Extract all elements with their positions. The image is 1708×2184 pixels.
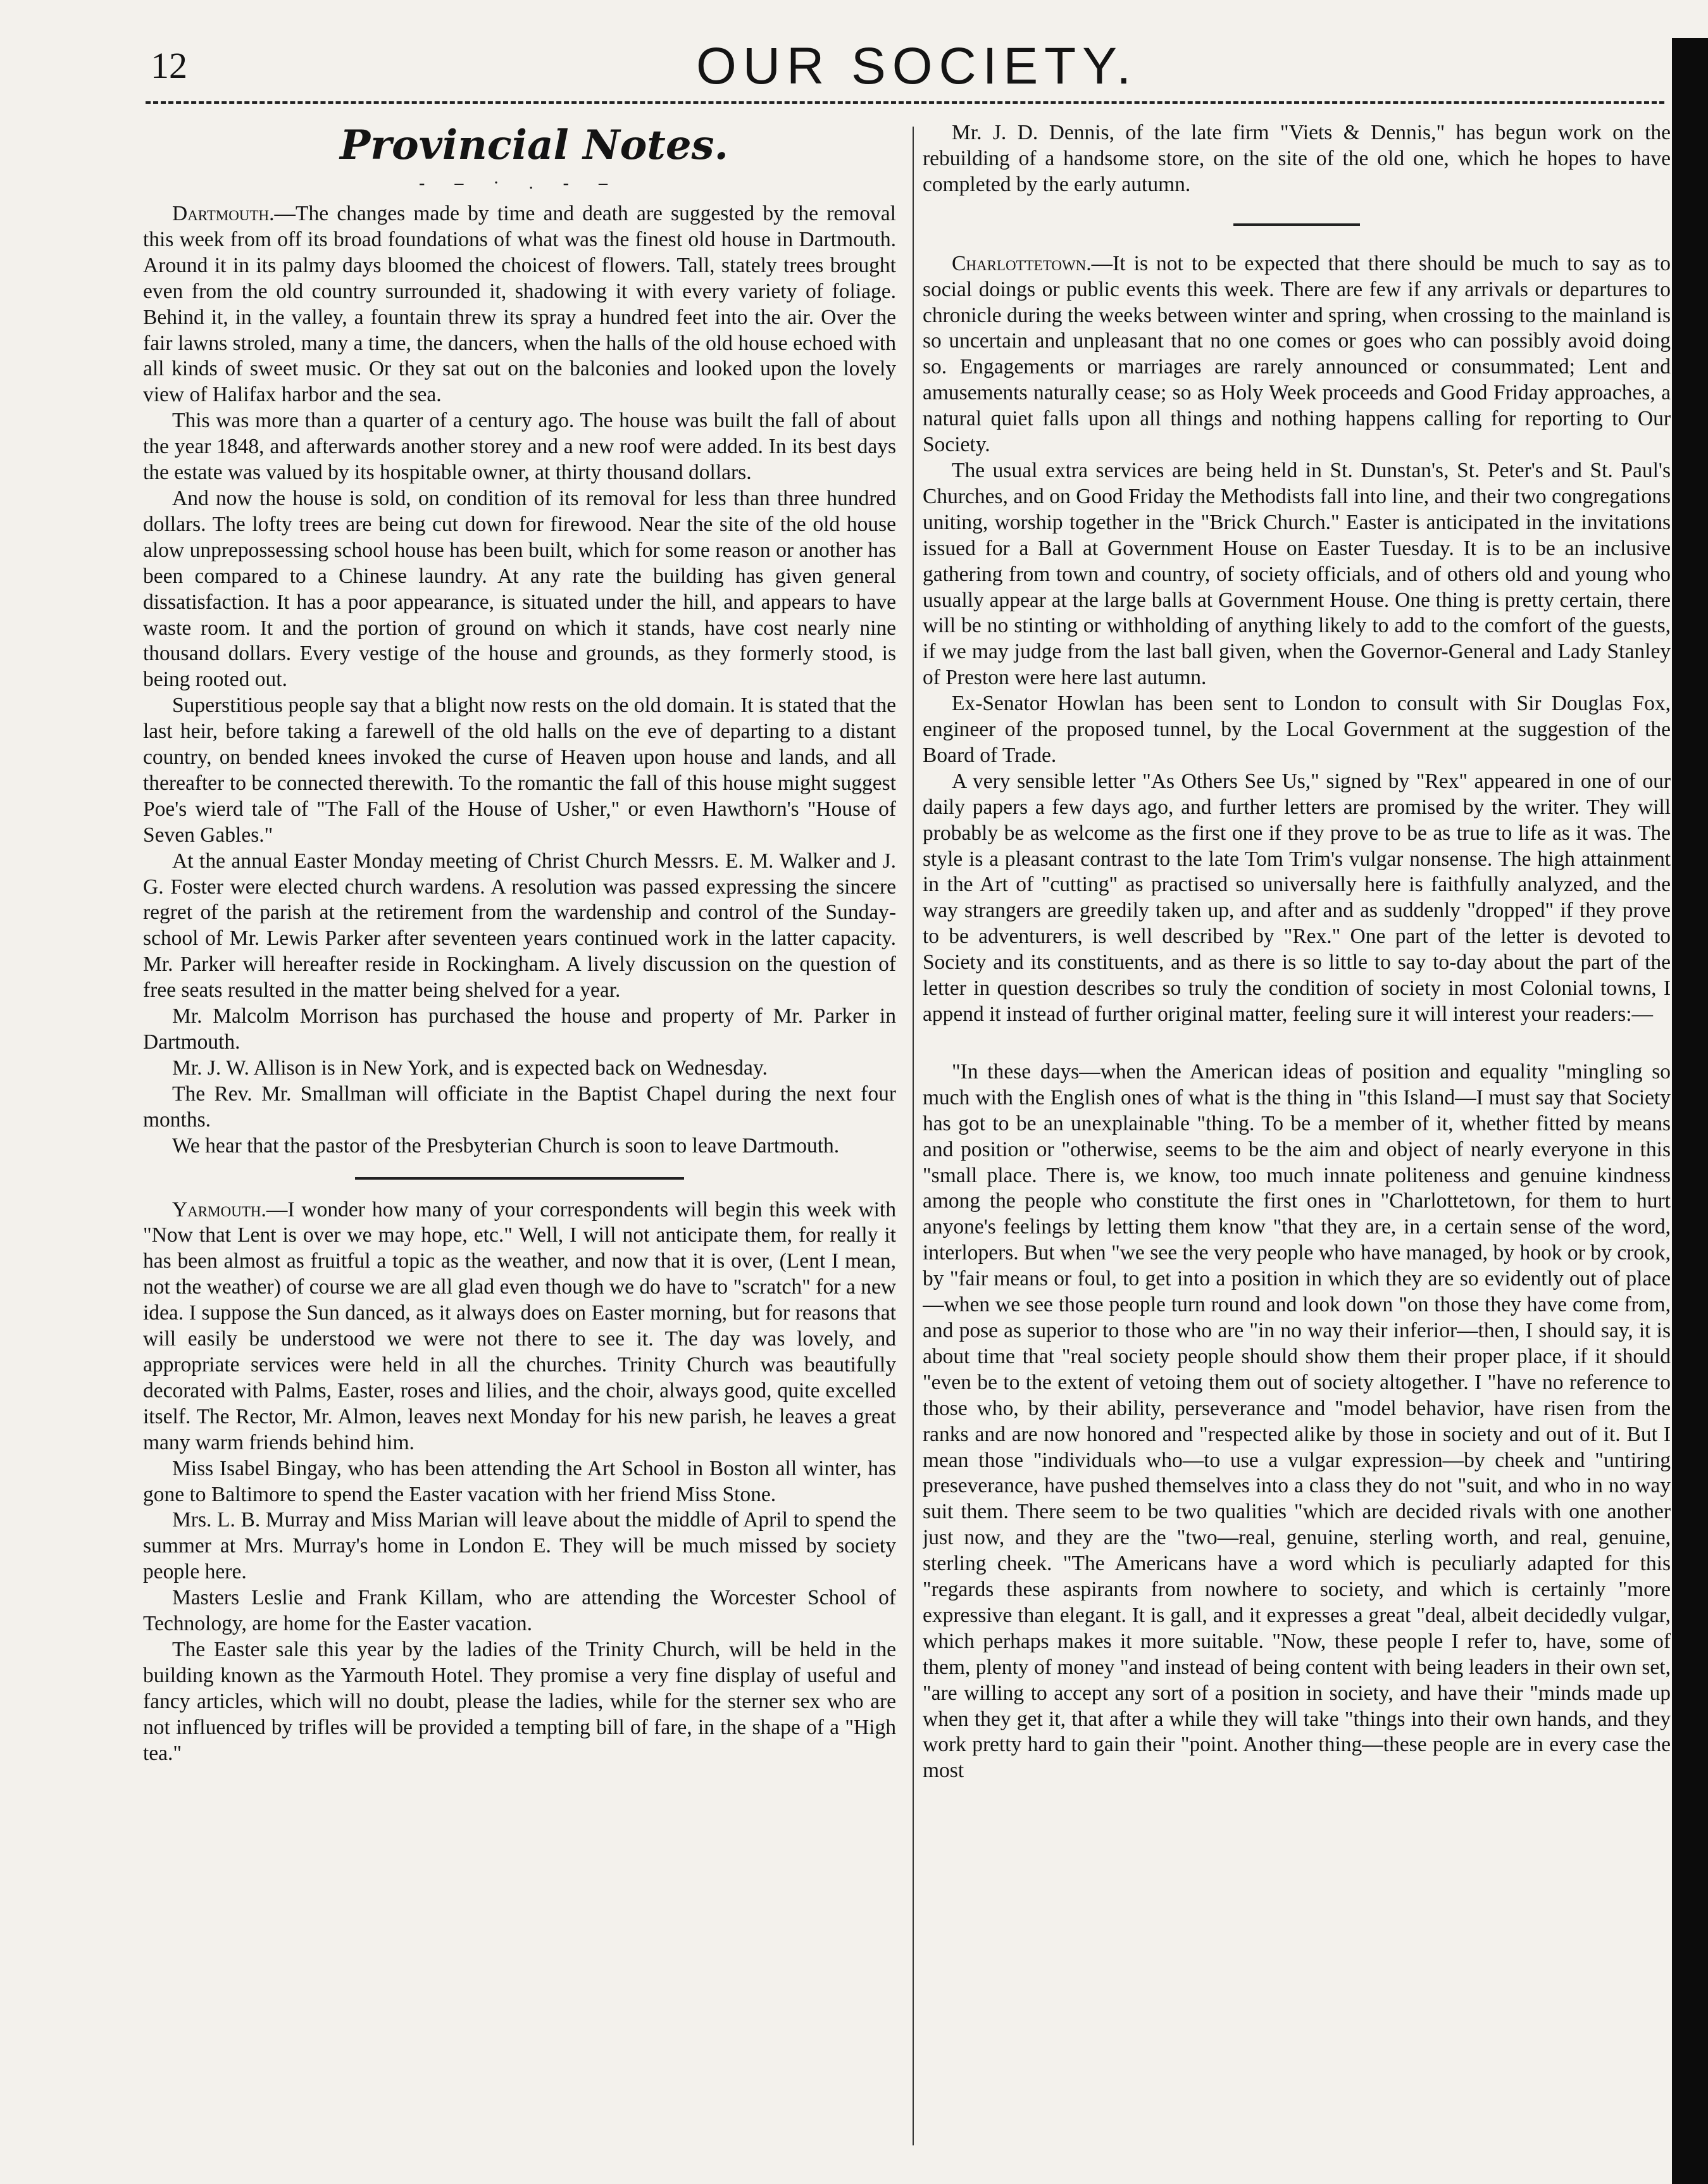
dartmouth-paragraph-7: Mr. J. W. Allison is in New York, and is expected back on Wednesday.	[172, 1056, 768, 1080]
yarmouth-paragraph-1	[143, 1197, 896, 1456]
heading-ornament: - – · . - –	[419, 173, 620, 193]
column-divider	[913, 127, 914, 2145]
yarmouth-lead: Yarmouth.	[172, 1197, 266, 1221]
dartmouth-paragraph-6: Mr. Malcolm Morrison has purchased the house and property of Mr. Parker in Dartmouth.	[143, 1004, 896, 1054]
dartmouth-paragraph-8: The Rev. Mr. Smallman will officiate in the Baptist Chapel during the next four months.	[143, 1082, 896, 1132]
charlottetown-paragraph-2: The usual extra services are being held in St. Dunstan's, St. Peter's and St. Paul's Churches, and on Good Friday the Methodists fall into line, and their two congregations uniting, worship together in the "Brick Church." Easter is anticipated in the invitations issued for a Ball at Government House on Easter Tuesday. It is to be an inclusive gathering from town and country, of society officials, and of others old and young who usually appear at the large balls at Government House. One thing is pretty certain, there will be no stinting or withholding of anything likely to add to the comfort of the guests, if we may judge from the last ball given, when the Governor-General and Lady Stanley of Preston were here last autumn.	[923, 458, 1671, 690]
dartmouth-paragraph-9: We hear that the pastor of the Presbyterian Church is soon to leave Dartmouth.	[172, 1133, 840, 1158]
right-column	[923, 120, 1671, 2158]
scan-edge	[1672, 38, 1708, 2184]
section-separator	[355, 1177, 684, 1180]
dennis-paragraph: Mr. J. D. Dennis, of the late firm "Viets & Dennis," has begun work on the rebuilding of a handsome store, on the site of the old one, which he hopes to have completed by the early autumn.	[923, 121, 1671, 196]
dartmouth-paragraph-3: And now the house is sold, on condition of its removal for less than three hundred dollars. The lofty trees are being cut down for firewood. Near the site of the old house alow unprepossessing school house has been built, which for some reason or another has been compared to a Chinese laundry. At any rate the building has given general dissatisfaction. It has a poor appearance, is situated under the hill, and appears to have waste room. It and the portion of ground on which it stands, have cost nearly nine thousand dollars. Every vestige of the house and grounds, as they formerly stood, is being rooted out.	[143, 486, 896, 692]
yarmouth-paragraph-3: Mrs. L. B. Murray and Miss Marian will leave about the middle of April to spend the summer at Mrs. Murray's home in London E. They will be much missed by society people here.	[143, 1508, 896, 1584]
dartmouth-paragraph-4: Superstitious people say that a blight now rests on the old domain. It is stated that the last heir, before taking a farewell of the old halls on the eve of departing to a distant country, on bended knees invoked the curse of Heaven upon house and lands, and all thereafter to be connected therewith. To the romantic the fall of this house might suggest Poe's wierd tale of "The Fall of the House of Usher," or even Hawthorn's "House of Seven Gables."	[143, 694, 896, 847]
charlottetown-paragraph-4: A very sensible letter "As Others See Us," signed by "Rex" appeared in one of our daily papers a few days ago, and further letters are promised by the writer. They will probably be as welcome as the first one if they prove to be as true to life as it was. The style is a pleasant contrast to the late Tom Trim's vulgar nonsense. The high attainment in the Art of "cutting" as practised so universally here is faithfully analyzed, and the way strangers are greedily taken up, and after and as suddenly "dropped" if they prove to be adventurers, is well described by "Rex." One part of the letter is devoted to Society and its constituents, and as there is so little to say to-day about the part of the letter in question describes so truly the condition of society in most Colonial towns, I append it instead of further original matter, feeling sure it will interest your readers:—	[923, 769, 1671, 1026]
dartmouth-text-1: —The changes made by time and death are suggested by the removal this week from off its broad foundations of what was the finest old house in Dartmouth. Around it in its palmy days bloomed the choicest of flowers. Tall, stately trees brought even from the old country surrounded it, shadowing it with every variety of foliage. Behind it, in the valley, a fountain threw its spray a hundred feet into the air. Over the fair lawns stroled, many a time, the dancers, when the halls of the old house echoed with all kinds of sweet music. Or they sat out on the balconies and looked upon the lovely view of Halifax harbor and the sea.	[143, 202, 896, 407]
section-heading: Provincial Notes.	[340, 122, 728, 169]
left-column	[143, 120, 896, 2145]
page-number: 12	[151, 45, 187, 86]
charlottetown-text-1: —It is not to be expected that there should be much to say as to social doings or public events this week. There are few if any arrivals or departures to chronicle during the weeks between winter and spring, when crossing to the mainland is so uncertain and unpleasant that no one comes or goes who can possibly avoid doing so. Engagements or marriages are rarely announced or consummated; Lent and amusements naturally cease; so as Holy Week proceeds and Good Friday approaches, a natural quiet falls upon all things and nothing happens calling for reporting to Our Society.	[923, 251, 1671, 457]
yarmouth-paragraph-2: Miss Isabel Bingay, who has been attending the Art School in Boston all winter, has gone to Baltimore to spend the Easter vacation with her friend Miss Stone.	[143, 1456, 896, 1506]
yarmouth-paragraph-4: Masters Leslie and Frank Killam, who are attending the Worcester School of Technology, are home for the Easter vacation.	[143, 1586, 896, 1636]
yarmouth-paragraph-5: The Easter sale this year by the ladies of the Trinity Church, will be held in the building known as the Yarmouth Hotel. They promise a very fine display of useful and fancy articles, which will no doubt, please the ladies, while for the sterner sex who are not influenced by trifles will be provided a tempting bill of fare, in the shape of a "High tea."	[143, 1637, 896, 1765]
quoted-letter	[923, 1059, 1671, 1784]
masthead-title: OUR SOCIETY.	[696, 37, 1138, 95]
dartmouth-paragraph-5: At the annual Easter Monday meeting of Christ Church Messrs. E. M. Walker and J. G. Foster were elected church wardens. A resolution was passed expressing the sincere regret of the parish at the retirement from the wardenship and control of the Sunday-school of Mr. Lewis Parker after seventeen years continued work in the latter capacity. Mr. Parker will hereafter reside in Rockingham. A lively discussion on the question of free seats resulted in the matter being shelved for a year.	[143, 849, 896, 1002]
quoted-letter-text: "In these days—when the American ideas of position and equality "mingling so much with the English ones of what is the thing in "this Island—I must say that Society has got to be an unexplainable "thing. To be a member of it, whether fitted by means and position or "otherwise, seems to be the aim and object of nearly everyone in this "small place. There is, we know, too much innate politeness and genuine kindness among the people who constitute the first ones in "Charlottetown, for them to hurt anyone's feelings by letting them know "that they are, in a certain sense of the word, interlopers. But when "we see the very people who have managed, by hook or by crook, by "fair means or foul, to get into a position in which they are so evidently out of place—when we see those people turn round and look down "on those they have come from, and pose as superior to those who are "in no way their inferior—then, I should say, it is about time that "real society people should show them their proper place, if it should "even be to the extent of vetoing them out of society altogether. I "have no reference to those who, by their ability, perseverance and "model behavior, have risen from the ranks and are now honored and "respected alike by those in society and out of it. But I mean those "individuals who—to use a vulgar expression—by cheek and "untiring preseverance, have pushed themselves into a class they do not "suit, and who in no way suit them. There seem to be two qualities "which are decided rivals with one another just now, and they are the "two—real, genuine, sterling worth, and real, genuine, sterling cheek. "The Americans have a word which is peculiarly adapted for this "regards these aspirants from nowhere to society, and which is certainly "more expressive than elegant. It is gall, and it expresses a great "deal, albeit decidedly vulgar, which perhaps makes it more suitable. "Now, these people I refer to, have, some of them, plenty of money "and instead of being content with being leaders in their own set, "are willing to accept any sort of a position in society, and have their "minds made up when they get it, that after a while they will take "things into their own hands, and they work pretty hard to gain their "point. Another thing—these people are in every case the most	[923, 1059, 1671, 1783]
charlottetown-lead: Charlottetown.	[952, 251, 1092, 275]
dartmouth-paragraph-2: This was more than a quarter of a century ago. The house was built the fall of about the year 1848, and afterwards another storey and a new roof were added. In its best days the estate was valued by its hospitable owner, at thirty thousand dollars.	[143, 409, 896, 485]
yarmouth-text-1: —I wonder how many of your correspondents will begin this week with "Now that Lent is over we may hope, etc." Well, I will not anticipate them, for really it has been almost as fruitful a topic as the weather, and now that it is over, (Lent I mean, not the weather) of course we are all glad even though we do have to "scratch" for a new idea. I suppose the Sun danced, as it always does on Easter morning, but for reasons that will easily be understood we were not there to see it. The day was lovely, and appropriate services were held in all the churches. Trinity Church was beautifully decorated with Palms, Easter, roses and lilies, and the choir, always good, quite excelled itself. The Rector, Mr. Almon, leaves next Monday for his new parish, he leaves a great many warm friends behind him.	[143, 1197, 896, 1454]
charlottetown-paragraph-1	[923, 251, 1671, 458]
header-rule	[146, 101, 1664, 104]
section-separator	[1233, 223, 1360, 226]
dartmouth-paragraph-1	[143, 201, 896, 408]
spacer	[923, 1028, 1671, 1059]
charlottetown-paragraph-3: Ex-Senator Howlan has been sent to London to consult with Sir Douglas Fox, engineer of the proposed tunnel, by the Local Government at the suggestion of the Board of Trade.	[923, 692, 1671, 767]
dartmouth-lead: Dartmouth.	[172, 202, 275, 225]
